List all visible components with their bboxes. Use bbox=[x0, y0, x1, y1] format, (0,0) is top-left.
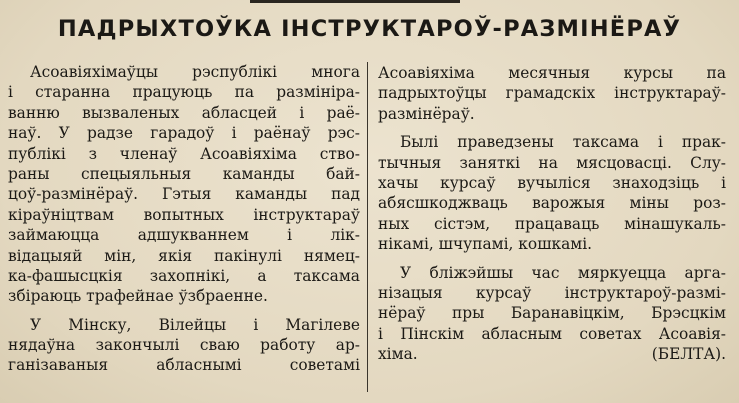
text-line: нікамі, шчупамі, кошкамі. bbox=[378, 235, 593, 254]
text-line: Асоавіяхіма месячныя курсы па bbox=[378, 64, 726, 82]
text-line: падрыхтоўцы грамадскіх інструктараў- bbox=[378, 84, 726, 103]
text-line: і Пінскім абласным советах Асоавія- bbox=[378, 324, 726, 343]
text-line: У Мінску, Вілейцы і Магілеве bbox=[30, 315, 360, 334]
text-line: нізацыя курсаў інструктароў-размі- bbox=[378, 283, 726, 302]
text-line: кіраўніцтвам вопытных інструктараў bbox=[8, 205, 360, 224]
text-line: ванню вызваленых абласцей і раё- bbox=[8, 103, 360, 122]
text-line-signature: хіма. (БЕЛТА). bbox=[378, 345, 726, 364]
text-line: публікі з членаў Асоавіяхіма ство- bbox=[8, 144, 360, 163]
text-line: раны спецыяльныя каманды бай- bbox=[8, 164, 360, 183]
text-line: збіраюць трафейнае ўзбраенне. bbox=[8, 287, 268, 306]
text-line: ка-фашысцкія захопнікі, а таксама bbox=[8, 266, 360, 285]
headline: ПАДРЫХТОЎКА ІНСТРУКТАРОЎ-РАЗМІНЁРАЎ bbox=[57, 16, 682, 42]
text-line: відацыяй мін, якія пакінулі нямец- bbox=[8, 246, 360, 265]
text-line: размінёраў. bbox=[378, 104, 475, 123]
text-line: ных сістэм, працаваць мінашукаль- bbox=[378, 214, 726, 233]
top-rule bbox=[250, 0, 460, 3]
column-divider bbox=[367, 62, 368, 392]
text-line: ганізаваныя абласнымі советамі bbox=[8, 356, 360, 375]
text-line: Былі праведзены таксама і прак- bbox=[400, 133, 726, 152]
text-line: тычныя заняткі на мясцовасці. Слу- bbox=[378, 153, 726, 172]
text-line: цоў-размінёраў. Гэтыя каманды пад bbox=[8, 185, 360, 204]
text-line: нёраў пры Баранавіцкім, Брэсцкім bbox=[378, 304, 726, 323]
text-line: займаюцца адшукваннем і лік- bbox=[8, 226, 360, 245]
text-line: У бліжэйшы час мяркуецца арга- bbox=[400, 263, 726, 282]
right-column bbox=[378, 63, 726, 364]
text-line: Асоавіяхімаўцы рэспублікі многа bbox=[30, 63, 360, 81]
text-line: і старанна працуюць па размініра- bbox=[8, 83, 360, 102]
text-line: абясшкоджваць варожыя міны роз- bbox=[378, 194, 726, 213]
left-column bbox=[8, 62, 360, 376]
text-line: наў. У радзе гарадоў і раёнаў рэс- bbox=[8, 124, 360, 143]
text-line: нядаўна закончылі сваю работу ар- bbox=[8, 336, 360, 355]
text-line: хачы курсаў вучыліся знаходзіць і bbox=[378, 173, 726, 192]
